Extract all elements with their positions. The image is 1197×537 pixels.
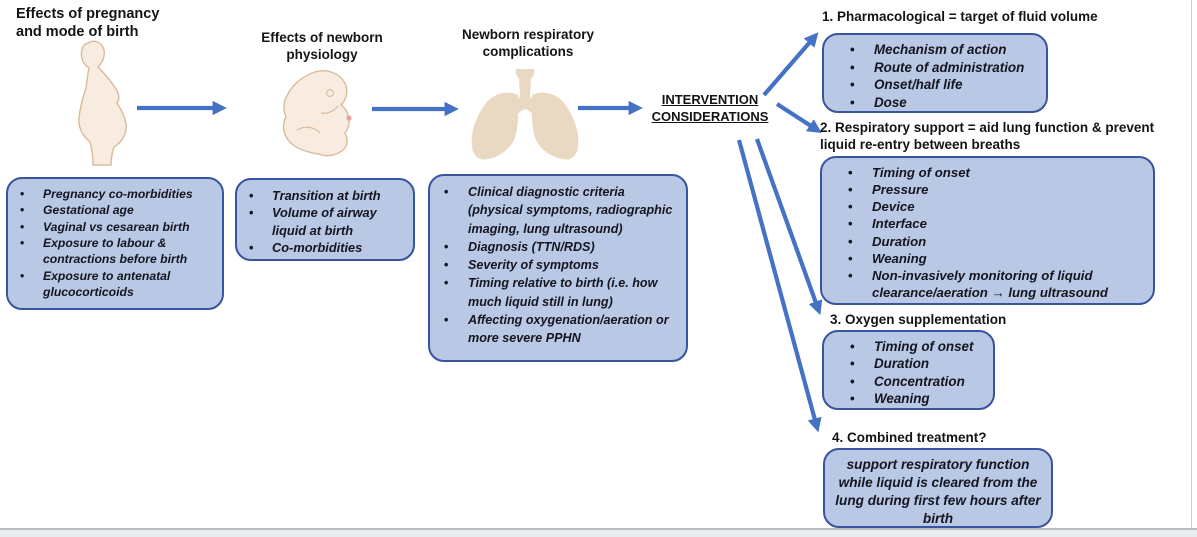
bullet-item: • Co-morbidities — [245, 239, 407, 256]
combined-treatment-box — [823, 448, 1053, 528]
oxygen-box — [822, 330, 995, 410]
stage-title-pregnancy-line2: and mode of birth — [16, 24, 139, 41]
stage-title-respiratory: Newborn respiratory complications — [461, 27, 595, 59]
arrow-hub-to-combined — [739, 140, 815, 420]
bullet-item: • Severity of symptoms — [438, 256, 680, 274]
bullet-item: • Weaning — [830, 250, 1147, 267]
combined-treatment-note: support respiratory function while liquid is cleared from the lung during first few hours after birth — [835, 457, 1041, 526]
bullet-item: • Timing of onset — [830, 164, 1147, 181]
newborn-physiology-box — [235, 178, 415, 261]
right-edge-divider — [1191, 0, 1192, 529]
stage-title-pregnancy — [16, 5, 196, 41]
bullet-item: • Exposure to labour & contractions before birth — [16, 235, 216, 268]
bullet-item: • Duration — [830, 233, 1147, 250]
bullet-item: • Dose — [832, 94, 1040, 112]
heading-respiratory-support-line1: 2. Respiratory support = aid lung function & prevent — [820, 120, 1155, 135]
bullet-item: • Non-invasively monitoring of liquid clearance/aeration → lung ultrasound — [830, 267, 1147, 301]
pregnant-woman-icon — [79, 41, 126, 165]
respiratory-support-list — [830, 164, 1147, 301]
heading-pharmacological: 1. Pharmacological = target of fluid volume — [822, 9, 1098, 24]
bullet-item: • Exposure to antenatal glucocorticoids — [16, 268, 216, 301]
bullet-item: • Mechanism of action — [832, 41, 1040, 59]
pharmacological-list — [832, 41, 1040, 112]
oxygen-list — [832, 338, 987, 408]
hub-line1: INTERVENTION — [661, 92, 759, 107]
stage-title-newborn: Effects of newborn physiology — [261, 30, 383, 62]
bullet-item: • Concentration — [832, 373, 987, 390]
respiratory-support-box — [820, 156, 1155, 305]
respiratory-complications-box — [428, 174, 688, 362]
pharmacological-box — [822, 33, 1048, 113]
bullet-item: • Route of administration — [832, 59, 1040, 77]
bullet-item: • Weaning — [832, 390, 987, 407]
lungs-icon — [472, 69, 579, 159]
newborn-physiology-list — [245, 187, 407, 256]
bullet-item: • Volume of airway liquid at birth — [245, 204, 407, 239]
heading-respiratory-support — [820, 120, 1197, 154]
heading-oxygen: 3. Oxygen supplementation — [830, 312, 1007, 327]
respiratory-complications-list — [438, 183, 680, 347]
bullet-item: • Diagnosis (TTN/RDS) — [438, 238, 680, 256]
bullet-item: • Device — [830, 198, 1147, 215]
fetus-icon — [284, 71, 352, 156]
bullet-item: • Onset/half life — [832, 76, 1040, 94]
arrow-hub-to-pharmacological — [764, 42, 810, 95]
pregnancy-factors-list — [16, 186, 216, 300]
heading-respiratory-support-line2: liquid re-entry between breaths — [820, 136, 1021, 152]
bullet-item: • Transition at birth — [245, 187, 407, 204]
bullet-item: • Pregnancy co-morbidities — [16, 186, 216, 202]
stage-title-pregnancy-line1: Effects of pregnancy — [16, 6, 160, 22]
bullet-item: • Vaginal vs cesarean birth — [16, 219, 216, 235]
bullet-item: • Duration — [832, 355, 987, 372]
bottom-edge-strip — [0, 530, 1197, 537]
bullet-item: • Timing relative to birth (i.e. how much liquid still in lung) — [438, 274, 680, 311]
bullet-item: • Pressure — [830, 181, 1147, 198]
heading-combined: 4. Combined treatment? — [832, 430, 987, 445]
arrow-hub-to-oxygen — [757, 139, 816, 303]
arrow-hub-to-respiratory-support — [777, 104, 811, 126]
pregnancy-factors-box — [6, 177, 224, 310]
bullet-item: • Affecting oxygenation/aeration or more severe PPHN — [438, 311, 680, 348]
intervention-considerations-label — [646, 92, 774, 126]
hub-line2: CONSIDERATIONS — [651, 108, 769, 124]
bullet-item: • Interface — [830, 215, 1147, 232]
bullet-item: • Timing of onset — [832, 338, 987, 355]
bullet-item: • Clinical diagnostic criteria (physical symptoms, radiographic imaging, lung ultrasound) — [438, 183, 680, 238]
bullet-item: • Gestational age — [16, 202, 216, 218]
